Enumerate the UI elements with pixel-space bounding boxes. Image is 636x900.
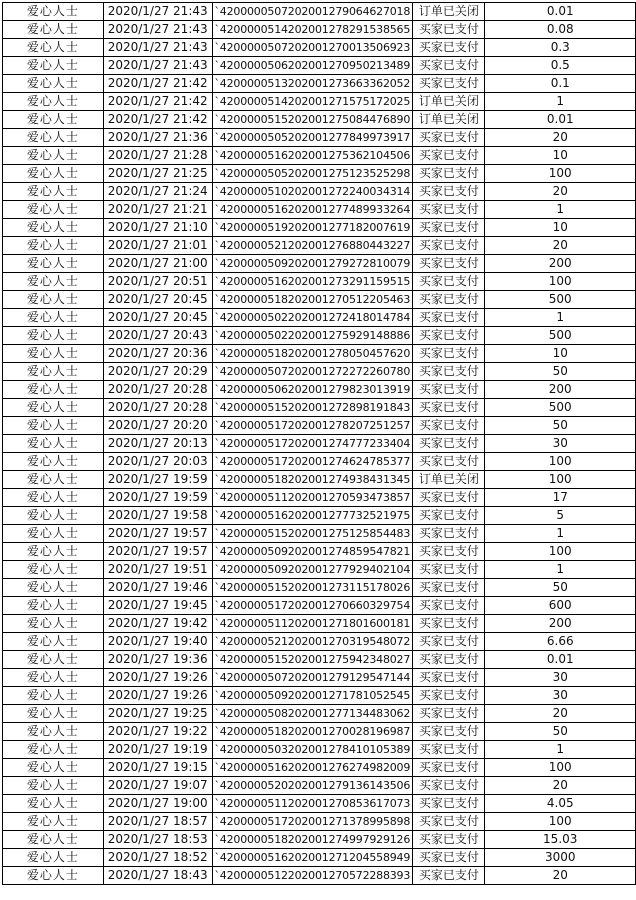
donor-name-cell: 爱心人士: [3, 651, 104, 669]
amount-cell: 10: [485, 147, 636, 165]
table-row: [3, 417, 636, 435]
time-cell: 2020/1/27 20:36: [103, 345, 212, 363]
time-cell: 2020/1/27 19:07: [103, 777, 212, 795]
amount-cell: 5: [485, 507, 636, 525]
status-cell: 买家已支付: [413, 543, 485, 561]
donor-name-cell: 爱心人士: [3, 129, 104, 147]
donor-name-cell: 爱心人士: [3, 597, 104, 615]
table-row: [3, 615, 636, 633]
time-cell: 2020/1/27 18:53: [103, 831, 212, 849]
donor-name-cell: 爱心人士: [3, 417, 104, 435]
amount-cell: 0.01: [485, 651, 636, 669]
amount-cell: 100: [485, 813, 636, 831]
table-row: [3, 777, 636, 795]
transaction-id-cell: `4200000516202001277732521975: [212, 507, 413, 525]
donor-name-cell: 爱心人士: [3, 633, 104, 651]
table-row: [3, 75, 636, 93]
time-cell: 2020/1/27 21:21: [103, 201, 212, 219]
donor-name-cell: 爱心人士: [3, 201, 104, 219]
donor-name-cell: 爱心人士: [3, 345, 104, 363]
time-cell: 2020/1/27 21:43: [103, 21, 212, 39]
status-cell: 买家已支付: [413, 759, 485, 777]
transaction-id-cell: `4200000503202001278410105389: [212, 741, 413, 759]
transaction-id-cell: `4200000512202001270572288393: [212, 867, 413, 885]
amount-cell: 50: [485, 363, 636, 381]
donor-name-cell: 爱心人士: [3, 147, 104, 165]
donor-name-cell: 爱心人士: [3, 291, 104, 309]
table-row: [3, 579, 636, 597]
donor-name-cell: 爱心人士: [3, 93, 104, 111]
donor-name-cell: 爱心人士: [3, 741, 104, 759]
transaction-id-cell: `4200000507202001279064627018: [212, 3, 413, 21]
status-cell: 订单已关闭: [413, 3, 485, 21]
amount-cell: 4.05: [485, 795, 636, 813]
time-cell: 2020/1/27 21:42: [103, 75, 212, 93]
amount-cell: 500: [485, 291, 636, 309]
status-cell: 买家已支付: [413, 345, 485, 363]
time-cell: 2020/1/27 20:20: [103, 417, 212, 435]
donor-name-cell: 爱心人士: [3, 327, 104, 345]
amount-cell: 10: [485, 345, 636, 363]
transaction-id-cell: `4200000517202001270660329754: [212, 597, 413, 615]
donor-name-cell: 爱心人士: [3, 543, 104, 561]
donor-name-cell: 爱心人士: [3, 453, 104, 471]
amount-cell: 20: [485, 867, 636, 885]
amount-cell: 100: [485, 471, 636, 489]
status-cell: 买家已支付: [413, 165, 485, 183]
amount-cell: 30: [485, 435, 636, 453]
table-row: [3, 273, 636, 291]
amount-cell: 20: [485, 183, 636, 201]
time-cell: 2020/1/27 21:24: [103, 183, 212, 201]
table-row: [3, 111, 636, 129]
table-row: [3, 435, 636, 453]
status-cell: 买家已支付: [413, 831, 485, 849]
time-cell: 2020/1/27 21:01: [103, 237, 212, 255]
status-cell: 买家已支付: [413, 417, 485, 435]
donor-name-cell: 爱心人士: [3, 813, 104, 831]
table-row: [3, 147, 636, 165]
donor-name-cell: 爱心人士: [3, 561, 104, 579]
status-cell: 买家已支付: [413, 327, 485, 345]
table-row: [3, 705, 636, 723]
transaction-id-cell: `4200000517202001278207251257: [212, 417, 413, 435]
status-cell: 买家已支付: [413, 129, 485, 147]
donor-name-cell: 爱心人士: [3, 255, 104, 273]
time-cell: 2020/1/27 20:13: [103, 435, 212, 453]
table-row: [3, 669, 636, 687]
status-cell: 买家已支付: [413, 75, 485, 93]
amount-cell: 1: [485, 525, 636, 543]
donor-name-cell: 爱心人士: [3, 525, 104, 543]
table-row: [3, 345, 636, 363]
status-cell: 买家已支付: [413, 777, 485, 795]
time-cell: 2020/1/27 19:46: [103, 579, 212, 597]
amount-cell: 20: [485, 237, 636, 255]
transaction-id-cell: `4200000514202001271575172025: [212, 93, 413, 111]
table-row: [3, 453, 636, 471]
status-cell: 买家已支付: [413, 435, 485, 453]
table-row: [3, 561, 636, 579]
status-cell: 买家已支付: [413, 147, 485, 165]
table-row: [3, 237, 636, 255]
table-row: [3, 165, 636, 183]
time-cell: 2020/1/27 20:43: [103, 327, 212, 345]
time-cell: 2020/1/27 19:36: [103, 651, 212, 669]
donor-name-cell: 爱心人士: [3, 471, 104, 489]
amount-cell: 20: [485, 129, 636, 147]
time-cell: 2020/1/27 20:28: [103, 399, 212, 417]
table-row: [3, 741, 636, 759]
status-cell: 买家已支付: [413, 381, 485, 399]
status-cell: 买家已支付: [413, 237, 485, 255]
time-cell: 2020/1/27 21:43: [103, 57, 212, 75]
status-cell: 买家已支付: [413, 255, 485, 273]
transaction-id-cell: `4200000515202001275125854483: [212, 525, 413, 543]
status-cell: 订单已关闭: [413, 93, 485, 111]
time-cell: 2020/1/27 18:57: [103, 813, 212, 831]
amount-cell: 600: [485, 597, 636, 615]
transaction-id-cell: `4200000502202001275929148886: [212, 327, 413, 345]
amount-cell: 30: [485, 687, 636, 705]
table-row: [3, 849, 636, 867]
donor-name-cell: 爱心人士: [3, 183, 104, 201]
amount-cell: 0.01: [485, 111, 636, 129]
status-cell: 买家已支付: [413, 741, 485, 759]
amount-cell: 1: [485, 309, 636, 327]
amount-cell: 30: [485, 669, 636, 687]
amount-cell: 0.3: [485, 39, 636, 57]
table-row: [3, 291, 636, 309]
table-row: [3, 363, 636, 381]
time-cell: 2020/1/27 21:42: [103, 93, 212, 111]
amount-cell: 200: [485, 381, 636, 399]
time-cell: 2020/1/27 20:45: [103, 291, 212, 309]
status-cell: 买家已支付: [413, 363, 485, 381]
table-row: [3, 183, 636, 201]
donor-name-cell: 爱心人士: [3, 831, 104, 849]
time-cell: 2020/1/27 19:26: [103, 669, 212, 687]
status-cell: 买家已支付: [413, 309, 485, 327]
transaction-id-cell: `4200000518202001270028196987: [212, 723, 413, 741]
status-cell: 买家已支付: [413, 561, 485, 579]
amount-cell: 20: [485, 705, 636, 723]
transaction-id-cell: `4200000510202001272240034314: [212, 183, 413, 201]
table-row: [3, 255, 636, 273]
time-cell: 2020/1/27 19:58: [103, 507, 212, 525]
transaction-id-cell: `4200000508202001277134483062: [212, 705, 413, 723]
amount-cell: 50: [485, 723, 636, 741]
time-cell: 2020/1/27 21:42: [103, 111, 212, 129]
donor-name-cell: 爱心人士: [3, 867, 104, 885]
transaction-id-cell: `4200000509202001274859547821: [212, 543, 413, 561]
table-row: [3, 93, 636, 111]
time-cell: 2020/1/27 20:28: [103, 381, 212, 399]
table-row: [3, 39, 636, 57]
donor-name-cell: 爱心人士: [3, 849, 104, 867]
time-cell: 2020/1/27 18:43: [103, 867, 212, 885]
table-row: [3, 489, 636, 507]
time-cell: 2020/1/27 19:22: [103, 723, 212, 741]
transaction-id-cell: `4200000516202001271204558949: [212, 849, 413, 867]
time-cell: 2020/1/27 19:57: [103, 525, 212, 543]
status-cell: 买家已支付: [413, 705, 485, 723]
amount-cell: 50: [485, 579, 636, 597]
status-cell: 买家已支付: [413, 273, 485, 291]
status-cell: 买家已支付: [413, 219, 485, 237]
status-cell: 买家已支付: [413, 21, 485, 39]
status-cell: 买家已支付: [413, 615, 485, 633]
table-row: [3, 831, 636, 849]
donor-name-cell: 爱心人士: [3, 435, 104, 453]
status-cell: 买家已支付: [413, 651, 485, 669]
status-cell: 买家已支付: [413, 525, 485, 543]
donor-name-cell: 爱心人士: [3, 615, 104, 633]
table-row: [3, 867, 636, 885]
table-row: [3, 57, 636, 75]
time-cell: 2020/1/27 19:57: [103, 543, 212, 561]
amount-cell: 0.1: [485, 75, 636, 93]
table-row: [3, 471, 636, 489]
transaction-id-cell: `4200000515202001272898191843: [212, 399, 413, 417]
transaction-id-cell: `4200000506202001270950213489: [212, 57, 413, 75]
time-cell: 2020/1/27 19:26: [103, 687, 212, 705]
amount-cell: 1: [485, 741, 636, 759]
transaction-id-cell: `4200000515202001275084476890: [212, 111, 413, 129]
donor-name-cell: 爱心人士: [3, 723, 104, 741]
transaction-id-cell: `4200000511202001270853617073: [212, 795, 413, 813]
donation-table-body: [3, 3, 636, 885]
transaction-id-cell: `4200000520202001279136143506: [212, 777, 413, 795]
time-cell: 2020/1/27 21:43: [103, 3, 212, 21]
donor-name-cell: 爱心人士: [3, 75, 104, 93]
time-cell: 2020/1/27 19:59: [103, 471, 212, 489]
table-row: [3, 651, 636, 669]
table-row: [3, 399, 636, 417]
donor-name-cell: 爱心人士: [3, 165, 104, 183]
amount-cell: 3000: [485, 849, 636, 867]
table-row: [3, 795, 636, 813]
donor-name-cell: 爱心人士: [3, 777, 104, 795]
amount-cell: 100: [485, 453, 636, 471]
transaction-id-cell: `4200000516202001276274982009: [212, 759, 413, 777]
transaction-id-cell: `4200000518202001274938431345: [212, 471, 413, 489]
status-cell: 订单已关闭: [413, 111, 485, 129]
transaction-id-cell: `4200000517202001274777233404: [212, 435, 413, 453]
time-cell: 2020/1/27 21:25: [103, 165, 212, 183]
transaction-id-cell: `4200000521202001276880443227: [212, 237, 413, 255]
donor-name-cell: 爱心人士: [3, 3, 104, 21]
time-cell: 2020/1/27 20:03: [103, 453, 212, 471]
transaction-id-cell: `4200000502202001272418014784: [212, 309, 413, 327]
time-cell: 2020/1/27 19:59: [103, 489, 212, 507]
donor-name-cell: 爱心人士: [3, 237, 104, 255]
amount-cell: 1: [485, 561, 636, 579]
time-cell: 2020/1/27 19:40: [103, 633, 212, 651]
donor-name-cell: 爱心人士: [3, 219, 104, 237]
time-cell: 2020/1/27 19:25: [103, 705, 212, 723]
table-row: [3, 219, 636, 237]
donor-name-cell: 爱心人士: [3, 579, 104, 597]
donor-name-cell: 爱心人士: [3, 507, 104, 525]
table-row: [3, 633, 636, 651]
amount-cell: 0.5: [485, 57, 636, 75]
transaction-id-cell: `4200000516202001275362104506: [212, 147, 413, 165]
transaction-id-cell: `4200000507202001272272260780: [212, 363, 413, 381]
status-cell: 买家已支付: [413, 183, 485, 201]
time-cell: 2020/1/27 19:51: [103, 561, 212, 579]
table-row: [3, 3, 636, 21]
table-row: [3, 327, 636, 345]
amount-cell: 10: [485, 219, 636, 237]
table-row: [3, 129, 636, 147]
table-row: [3, 687, 636, 705]
time-cell: 2020/1/27 19:19: [103, 741, 212, 759]
status-cell: 买家已支付: [413, 291, 485, 309]
amount-cell: 0.08: [485, 21, 636, 39]
amount-cell: 100: [485, 165, 636, 183]
status-cell: 买家已支付: [413, 867, 485, 885]
status-cell: 买家已支付: [413, 795, 485, 813]
transaction-id-cell: `4200000519202001277182007619: [212, 219, 413, 237]
time-cell: 2020/1/27 19:45: [103, 597, 212, 615]
amount-cell: 1: [485, 201, 636, 219]
table-row: [3, 21, 636, 39]
transaction-id-cell: `4200000521202001270319548072: [212, 633, 413, 651]
donor-name-cell: 爱心人士: [3, 39, 104, 57]
table-row: [3, 543, 636, 561]
transaction-id-cell: `4200000507202001270013506923: [212, 39, 413, 57]
time-cell: 2020/1/27 21:28: [103, 147, 212, 165]
transaction-id-cell: `4200000505202001275123525298: [212, 165, 413, 183]
amount-cell: 200: [485, 255, 636, 273]
time-cell: 2020/1/27 19:15: [103, 759, 212, 777]
amount-cell: 100: [485, 543, 636, 561]
transaction-id-cell: `4200000515202001275942348027: [212, 651, 413, 669]
donor-name-cell: 爱心人士: [3, 111, 104, 129]
transaction-id-cell: `4200000505202001277849973917: [212, 129, 413, 147]
amount-cell: 6.66: [485, 633, 636, 651]
amount-cell: 1: [485, 93, 636, 111]
status-cell: 买家已支付: [413, 579, 485, 597]
status-cell: 买家已支付: [413, 489, 485, 507]
transaction-id-cell: `4200000516202001277489933264: [212, 201, 413, 219]
transaction-id-cell: `4200000506202001279823013919: [212, 381, 413, 399]
transaction-id-cell: `4200000517202001274624785377: [212, 453, 413, 471]
status-cell: 买家已支付: [413, 201, 485, 219]
donor-name-cell: 爱心人士: [3, 309, 104, 327]
status-cell: 买家已支付: [413, 633, 485, 651]
time-cell: 2020/1/27 20:45: [103, 309, 212, 327]
transaction-id-cell: `4200000509202001279272810079: [212, 255, 413, 273]
time-cell: 2020/1/27 21:43: [103, 39, 212, 57]
donor-name-cell: 爱心人士: [3, 759, 104, 777]
transaction-id-cell: `4200000518202001270512205463: [212, 291, 413, 309]
donor-name-cell: 爱心人士: [3, 687, 104, 705]
transaction-id-cell: `4200000511202001271801600181: [212, 615, 413, 633]
status-cell: 买家已支付: [413, 57, 485, 75]
table-row: [3, 525, 636, 543]
time-cell: 2020/1/27 19:42: [103, 615, 212, 633]
amount-cell: 20: [485, 777, 636, 795]
amount-cell: 15.03: [485, 831, 636, 849]
amount-cell: 50: [485, 417, 636, 435]
status-cell: 订单已关闭: [413, 471, 485, 489]
donor-name-cell: 爱心人士: [3, 273, 104, 291]
time-cell: 2020/1/27 19:00: [103, 795, 212, 813]
donor-name-cell: 爱心人士: [3, 381, 104, 399]
donor-name-cell: 爱心人士: [3, 669, 104, 687]
transaction-id-cell: `4200000517202001271378995898: [212, 813, 413, 831]
status-cell: 买家已支付: [413, 849, 485, 867]
table-row: [3, 723, 636, 741]
transaction-id-cell: `4200000515202001273115178026: [212, 579, 413, 597]
table-row: [3, 759, 636, 777]
transaction-id-cell: `4200000518202001274997929126: [212, 831, 413, 849]
status-cell: 买家已支付: [413, 39, 485, 57]
time-cell: 2020/1/27 21:00: [103, 255, 212, 273]
amount-cell: 100: [485, 273, 636, 291]
transaction-id-cell: `4200000509202001271781052545: [212, 687, 413, 705]
table-row: [3, 597, 636, 615]
transaction-id-cell: `4200000514202001278291538565: [212, 21, 413, 39]
status-cell: 买家已支付: [413, 813, 485, 831]
transaction-id-cell: `4200000511202001270593473857: [212, 489, 413, 507]
table-row: [3, 507, 636, 525]
time-cell: 2020/1/27 21:10: [103, 219, 212, 237]
status-cell: 买家已支付: [413, 687, 485, 705]
status-cell: 买家已支付: [413, 723, 485, 741]
donor-name-cell: 爱心人士: [3, 363, 104, 381]
transaction-id-cell: `4200000516202001273291159515: [212, 273, 413, 291]
status-cell: 买家已支付: [413, 669, 485, 687]
amount-cell: 500: [485, 399, 636, 417]
transaction-id-cell: `4200000507202001279129547144: [212, 669, 413, 687]
transaction-id-cell: `4200000513202001273663362052: [212, 75, 413, 93]
status-cell: 买家已支付: [413, 399, 485, 417]
status-cell: 买家已支付: [413, 507, 485, 525]
time-cell: 2020/1/27 21:36: [103, 129, 212, 147]
table-row: [3, 201, 636, 219]
donor-name-cell: 爱心人士: [3, 489, 104, 507]
status-cell: 买家已支付: [413, 453, 485, 471]
transaction-id-cell: `4200000509202001277929402104: [212, 561, 413, 579]
donor-name-cell: 爱心人士: [3, 705, 104, 723]
table-row: [3, 381, 636, 399]
table-row: [3, 813, 636, 831]
donor-name-cell: 爱心人士: [3, 57, 104, 75]
table-row: [3, 309, 636, 327]
donor-name-cell: 爱心人士: [3, 795, 104, 813]
amount-cell: 200: [485, 615, 636, 633]
time-cell: 2020/1/27 20:29: [103, 363, 212, 381]
time-cell: 2020/1/27 20:51: [103, 273, 212, 291]
donor-name-cell: 爱心人士: [3, 21, 104, 39]
amount-cell: 100: [485, 759, 636, 777]
status-cell: 买家已支付: [413, 597, 485, 615]
amount-cell: 0.01: [485, 3, 636, 21]
transaction-id-cell: `4200000518202001278050457620: [212, 345, 413, 363]
donor-name-cell: 爱心人士: [3, 399, 104, 417]
donation-table: [2, 2, 636, 885]
amount-cell: 17: [485, 489, 636, 507]
amount-cell: 500: [485, 327, 636, 345]
time-cell: 2020/1/27 18:52: [103, 849, 212, 867]
